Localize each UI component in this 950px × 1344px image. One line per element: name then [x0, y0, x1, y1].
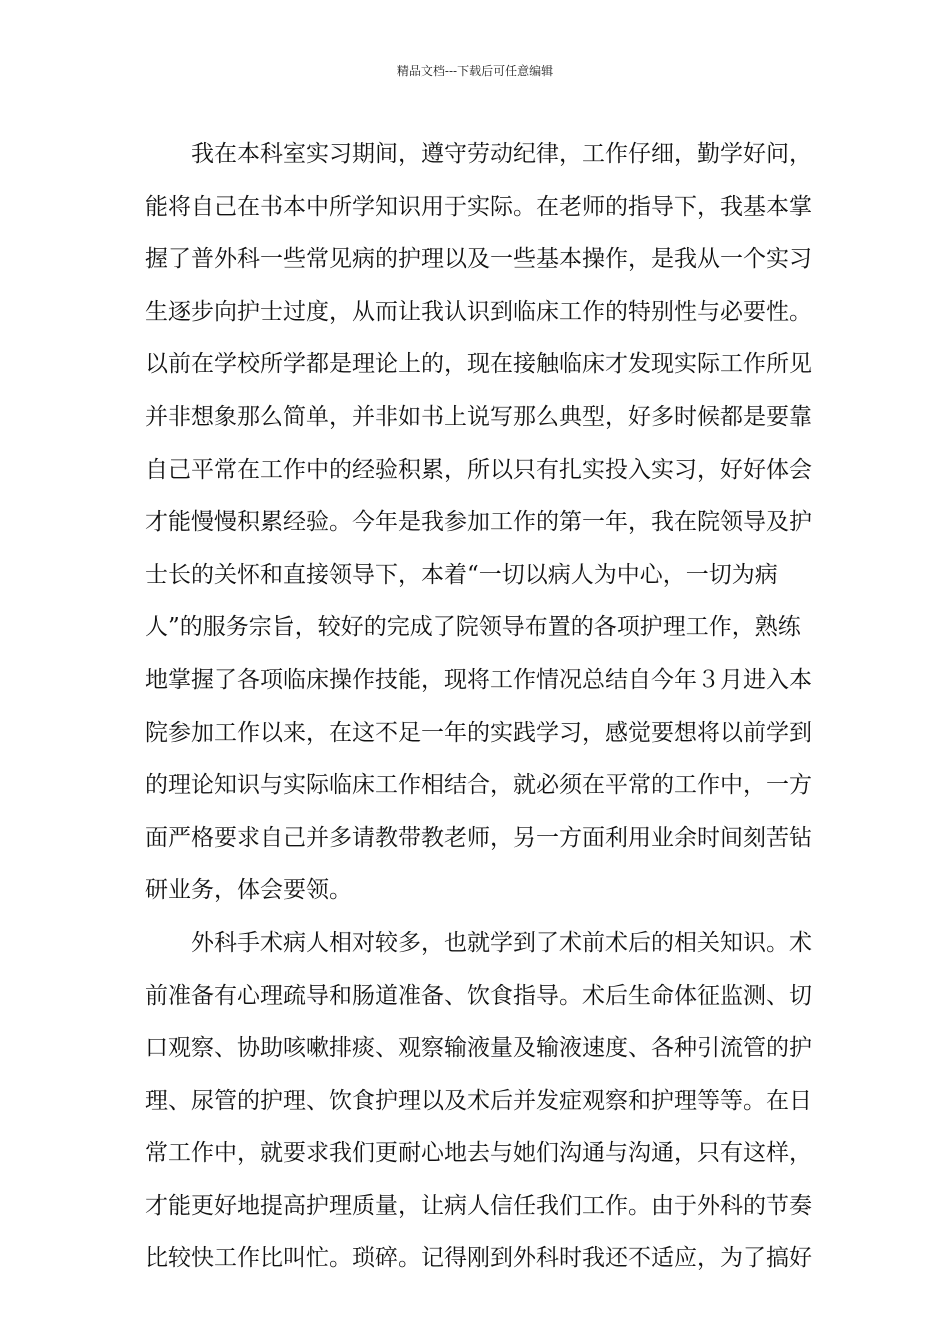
text-line: 并非想象那么简单，并非如书上说写那么典型，好多时候都是要靠 — [145, 403, 812, 430]
text-line: 口观察、协助咳嗽排痰、观察输液量及输液速度、各种引流管的护 — [145, 1035, 812, 1062]
document-body — [145, 128, 812, 1285]
text-line: 以前在学校所学都是理论上的，现在接触临床才发现实际工作所见 — [145, 351, 812, 378]
text-line: 研业务，体会要领。 — [145, 877, 352, 904]
text-line: 比较快工作比叫忙。琐碎。记得刚到外科时我还不适应，为了搞好 — [145, 1245, 812, 1272]
text-line: 地掌握了各项临床操作技能，现将工作情况总结自今年３月进入本 — [145, 666, 812, 693]
page-header: 精品文档---下载后可任意编辑 — [396, 64, 554, 78]
text-line: 人”的服务宗旨，较好的完成了院领导布置的各项护理工作，熟练 — [145, 614, 801, 641]
text-line: 才能更好地提高护理质量，让病人信任我们工作。由于外科的节奏 — [145, 1192, 812, 1219]
text-line: 面严格要求自己并多请教带教老师，另一方面利用业余时间刻苦钻 — [145, 824, 812, 851]
text-line: 的理论知识与实际临床工作相结合，就必须在平常的工作中，一方 — [145, 772, 812, 799]
text-line: 常工作中，就要求我们更耐心地去与她们沟通与沟通，只有这样， — [145, 1140, 812, 1167]
text-line: 理、尿管的护理、饮食护理以及术后并发症观察和护理等等。在日 — [145, 1087, 812, 1114]
text-line: 生逐步向护士过度，从而让我认识到临床工作的特别性与必要性。 — [145, 298, 812, 325]
text-line: 能将自己在书本中所学知识用于实际。在老师的指导下，我基本掌 — [145, 193, 812, 220]
text-line: 握了普外科一些常见病的护理以及一些基本操作，是我从一个实习 — [145, 246, 812, 273]
text-line: 我在本科室实习期间，遵守劳动纪律，工作仔细，勤学好问， — [191, 141, 812, 167]
paragraph-1 — [145, 128, 812, 917]
text-line: 才能慢慢积累经验。今年是我参加工作的第一年，我在院领导及护 — [145, 509, 812, 536]
text-line: 外科手术病人相对较多，也就学到了术前术后的相关知识。术 — [191, 929, 812, 956]
text-line: 士长的关怀和直接领导下，本着“一切以病人为中心，一切为病 — [145, 561, 778, 588]
text-line: 院参加工作以来，在这不足一年的实践学习，感觉要想将以前学到 — [145, 719, 812, 746]
paragraph-2 — [145, 917, 812, 1285]
text-line: 自己平常在工作中的经验积累，所以只有扎实投入实习，好好体会 — [145, 456, 812, 483]
text-line: 前准备有心理疏导和肠道准备、饮食指导。术后生命体征监测、切 — [145, 982, 812, 1009]
